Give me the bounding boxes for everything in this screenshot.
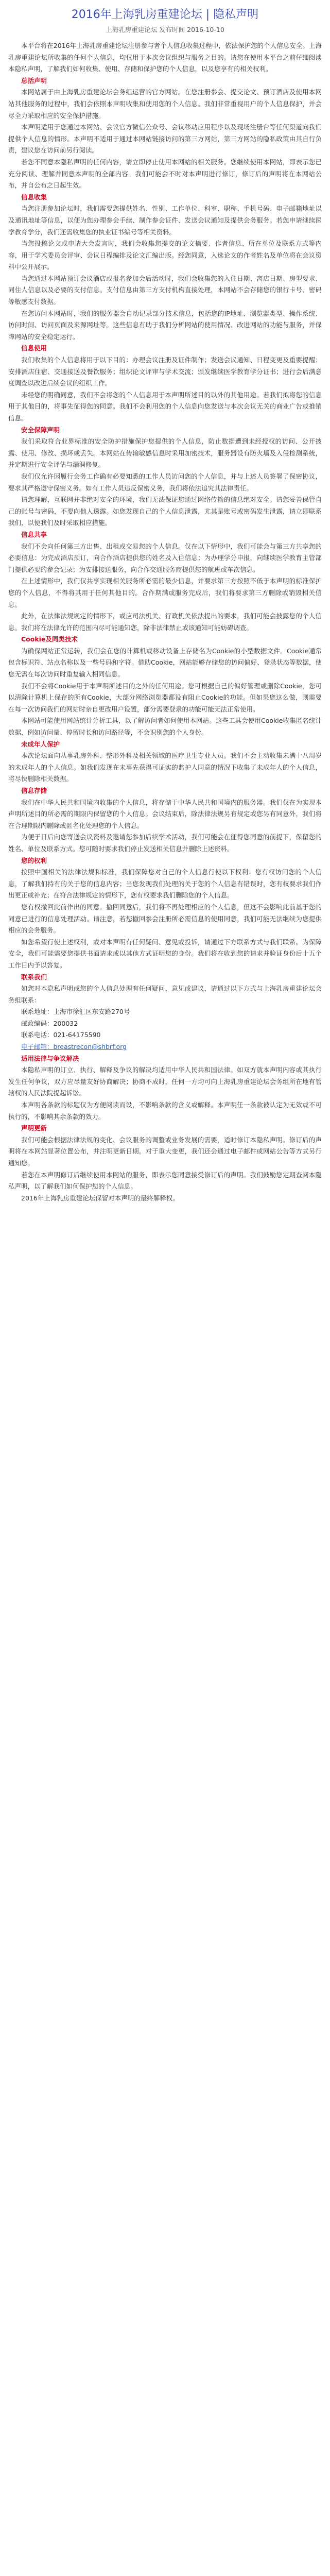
section-heading: 总括声明 [21, 76, 47, 84]
page-title: 2016年上海乳房重建论坛 | 隐私声明 [71, 8, 259, 21]
paragraph: 为确保网站正常运转，我们会在您的计算机或移动设备上存储名为Cookie的小型数据文件。Cookie通常包含标识符、站点名称以及一些号码和字符。借助Cookie，网站能够存储您的访问偏好、登录状态等数据，使您无需在每次访问时重复输入相同信息。 [8, 647, 322, 679]
paragraph: 当您通过本网站预订会议酒店或报名参加会后活动时，我们会收集您的入住日期、离店日期、房型要求、同住人信息以及必要的支付信息。支付信息由第三方支付机构直接处理，本网站不会存储您的银行卡号、密码等敏感支付数据。 [8, 274, 322, 306]
paragraph: 在上述情形中，我们仅共享实现相关服务所必需的最少信息，并要求第三方按照不低于本声明的标准保护您的个人信息，不得将其用于任何其他目的。合作期满或服务完成后，我们将要求第三方删除或销毁相关信息。 [8, 577, 322, 608]
paragraph: 本声明适用于您通过本网站、会议官方微信公众号、会议移动应用程序以及现场注册台等任何渠道向我们提供个人信息的情形。本声明不适用于通过本网站链接访问的第三方网站，第三方网站的隐私政策由其自行负责，建议您在访问前另行阅读。 [8, 123, 322, 155]
paragraph: 此外，在法律法规规定的情形下，或应司法机关、行政机关依法提出的要求，我们可能会披露您的个人信息。我们将在法律允许的范围内尽可能通知您，除非法律禁止或该通知可能妨碍调查。 [8, 612, 322, 632]
section-heading: 声明更新 [21, 1124, 47, 1132]
paragraph: 本次论坛面向从事乳房外科、整形外科及相关领域的医疗卫生专业人员。我们不会主动收集未满十八周岁的未成年人的个人信息。如我们发现在未事先获得可证实的监护人同意的情况下收集了未成年人的个人信息，将尽快删除相关数据。 [8, 752, 322, 783]
paragraph: 您有权撤回此前作出的同意。撤回同意后，我们将不再处理相应的个人信息，但这不会影响此前基于您的同意已进行的信息处理活动。请注意，若您撤回参会注册所必需信息的使用同意，我们可能无法继续为您提供相应的会务服务。 [8, 903, 322, 935]
section-heading: 您的权利 [21, 856, 47, 865]
section-heading: 联系我们 [21, 973, 47, 981]
paragraph: 邮政编码：200032 [21, 1019, 78, 1027]
section-heading: 信息使用 [21, 344, 47, 352]
paragraph: 为便于日后向您寄送会议资料及邀请您参加后续学术活动，我们可能会在征得您同意的前提下，保留您的姓名、单位及联系方式。您可随时要求我们停止发送相关信息并删除上述资料。 [8, 833, 322, 853]
document-body [8, 40, 322, 1204]
paragraph [8, 1041, 322, 1053]
section-heading: 适用法律与争议解决 [21, 1054, 79, 1062]
publish-meta: 上海乳房重建论坛 发布时间 2016-10-10 [106, 26, 224, 33]
paragraph: 请您理解，互联网并非绝对安全的环境，我们无法保证您通过网络传输的信息绝对安全。请您妥善保管自己的账号与密码，不要向他人透露。如您发现自己的个人信息泄露，尤其是账号或密码发生泄露，请立即联系我们，以便我们及时采取相应措施。 [8, 496, 322, 527]
section-heading: 信息存储 [21, 787, 47, 794]
section-heading: 安全保障声明 [21, 426, 60, 434]
section-heading: 信息共享 [21, 530, 47, 538]
paragraph: 当您注册参加论坛时，我们需要您提供姓名、性别、工作单位、科室、职称、手机号码、电子邮箱地址以及通讯地址等信息，以便为您办理参会手续、制作参会证件、发送会议通知及提供会务服务。若您申请继续医学教育学分，我们还需收集您的执业证书编号等相关资料。 [8, 205, 322, 236]
paragraph: 本网站属于由上海乳房重建论坛会务组运营的官方网站。在您注册参会、提交论文、预订酒店及使用本网站其他服务的过程中，我们会依照本声明收集和使用您的个人信息。我们非常重视用户的个人信息保护，并会尽全力采取相应的安全保护措施。 [8, 88, 322, 120]
paragraph: 我们不会向任何第三方出售、出租或交易您的个人信息。仅在以下情形中，我们可能会与第三方共享您的必要信息：为完成酒店预订，向合作酒店提供您的姓名及入住信息；为办理学分申报，向继续医学教育主管部门提供必要的参会记录；为安排接送服务，向合作交通服务商提供您的航班或车次信息。 [8, 542, 322, 573]
paragraph: 我们在中华人民共和国境内收集的个人信息，将存储于中华人民共和国境内的服务器。我们仅在为实现本声明所述目的所必需的期限内保留您的个人信息。会议结束后，除法律法规另有规定或您另有同意外，我们将在合理期限内删除或匿名化处理您的个人信息。 [8, 798, 322, 829]
paragraph: 如您对本隐私声明或您的个人信息处理有任何疑问、意见或建议，请通过以下方式与上海乳房重建论坛会务组联系： [8, 985, 322, 1004]
contact-email-link[interactable]: 电子邮箱：breastrecon@shbrf.org [21, 1043, 127, 1051]
paragraph: 我们采取符合业界标准的安全防护措施保护您提供的个人信息，防止数据遭到未经授权的访问、公开披露、使用、修改、损坏或丢失。本网站在传输敏感信息时采用加密技术，服务器设有防火墙及入侵检测系统，并定期进行安全评估与漏洞修复。 [8, 437, 322, 469]
paragraph: 联系地址：上海市徐汇区东安路270号 [21, 1008, 130, 1016]
paragraph: 在您访问本网站时，我们的服务器会自动记录部分技术信息，包括您的IP地址、浏览器类型、操作系统、访问时间、访问页面及来源网址等。这些信息有助于我们分析网站的使用情况、改进网站的功能与服务，并保障网站的安全稳定运行。 [8, 309, 322, 341]
paragraph: 未经您的明确同意，我们不会将您的个人信息用于本声明所述目的以外的其他用途。若我们拟将您的信息用于其他目的，将事先征得您的同意。我们不会利用您的个人信息向您发送与本次会议无关的商业广告或推销信息。 [8, 391, 322, 422]
paragraph: 当您投稿论文或申请大会发言时，我们会收集您提交的论文摘要、作者信息、所在单位及联系方式等内容，用于学术委员会评审、会议日程编排及论文汇编出版。经您同意，入选论文的作者姓名及单位将在会议资料中公开展示。 [8, 240, 322, 271]
section-heading: Cookie及同类技术 [21, 635, 78, 643]
paragraph: 2016年上海乳房重建论坛保留对本声明的最终解释权。 [21, 1194, 179, 1202]
paragraph: 本隐私声明的订立、执行、解释及争议的解决均适用中华人民共和国法律。如双方就本声明内容或其执行发生任何争议，双方应尽量友好协商解决；协商不成时，任何一方均可向上海乳房重建论坛会务组所在地有管辖权的人民法院提起诉讼。 [8, 1066, 322, 1097]
paragraph: 我们不会将Cookie用于本声明所述目的之外的任何用途。您可根据自己的偏好管理或删除Cookie，您可以清除计算机上保存的所有Cookie，大部分网络浏览器都设有阻止Cookie的功能。但如果您这么做，则需要在每一次访问我们的网站时亲自更改用户设置，部分需要登录的功能可能无法正常使用。 [8, 682, 322, 713]
paragraph: 若您在本声明修订后继续使用本网站的服务，即表示您同意接受修订后的声明。我们鼓励您定期查阅本隐私声明，以了解我们如何保护您的个人信息。 [8, 1171, 322, 1191]
section-heading: 未成年人保护 [21, 740, 60, 748]
section-heading: 信息收集 [21, 193, 47, 201]
paragraph: 如您希望行使上述权利，或对本声明有任何疑问、意见或投诉，请通过下方联系方式与我们联系。为保障安全，我们可能需要您提供书面请求或以其他方式证明您的身份。我们将在收到您的请求并验证身份后十五个工作日内予以答复。 [8, 938, 322, 969]
paragraph: 我们仅允许因履行会务工作确有必要知悉的工作人员访问您的个人信息，并与上述人员签署了保密协议，要求其严格遵守保密义务。如有工作人员违反保密义务，我们将依法追究其法律责任。 [8, 472, 322, 492]
paragraph: 本网站可能使用网站统计分析工具，以了解访问者如何使用本网站。这些工具会使用Cookie收集匿名统计数据，例如访问量、停留时长和访问路径等，不会识别您的个人身份。 [8, 717, 322, 737]
paragraph: 本声明各条款的标题仅为方便阅读而设，不影响条款的含义或解释。本声明任一条款被认定为无效或不可执行的，不影响其余条款的效力。 [8, 1101, 322, 1121]
paragraph: 我们可能会根据法律法规的变化、会议服务的调整或业务发展的需要，适时修订本隐私声明。修订后的声明将在本网站显著位置公布，并注明更新日期。对于重大变更，我们还会通过电子邮件或网站公告等方式另行通知您。 [8, 1136, 322, 1167]
paragraph: 本平台将在2016年上海乳房重建论坛注册参与者个人信息收集过程中，依法保护您的个人信息安全。上海乳房重建论坛所收集的任何个人信息，均仅用于本次会议组织与服务之目的。请您在使用本平台之前仔细阅读本隐私声明，了解我们如何收集、使用、存储和保护您的个人信息，以及您享有的相关权利。 [8, 42, 322, 73]
paragraph: 若您不同意本隐私声明的任何内容，请立即停止使用本网站的相关服务。您继续使用本网站，即表示您已充分阅读、理解并同意本声明的全部内容。我们可能会不时对本声明进行修订，修订后的声明将在本网站公布，并自公布之日起生效。 [8, 158, 322, 190]
paragraph: 我们收集的个人信息将用于以下目的：办理会议注册及证件制作；发送会议通知、日程变更及重要提醒；安排酒店住宿、交通接送及餐饮服务；组织论文评审与学术交流；颁发继续医学教育学分证书；进行会后满意度调查以改进后续会议的组织工作。 [8, 356, 322, 387]
paragraph: 联系电话：021-64175590 [21, 1031, 101, 1039]
paragraph: 按照中国相关的法律法规和标准，我们保障您对自己的个人信息行使以下权利：您有权访问您的个人信息，了解我们持有的关于您的信息内容；当您发现我们处理的关于您的个人信息有错误时，您有权要求我们作出更正或补充；在符合法律规定的情形下，您有权要求我们删除您的个人信息。 [8, 868, 322, 900]
